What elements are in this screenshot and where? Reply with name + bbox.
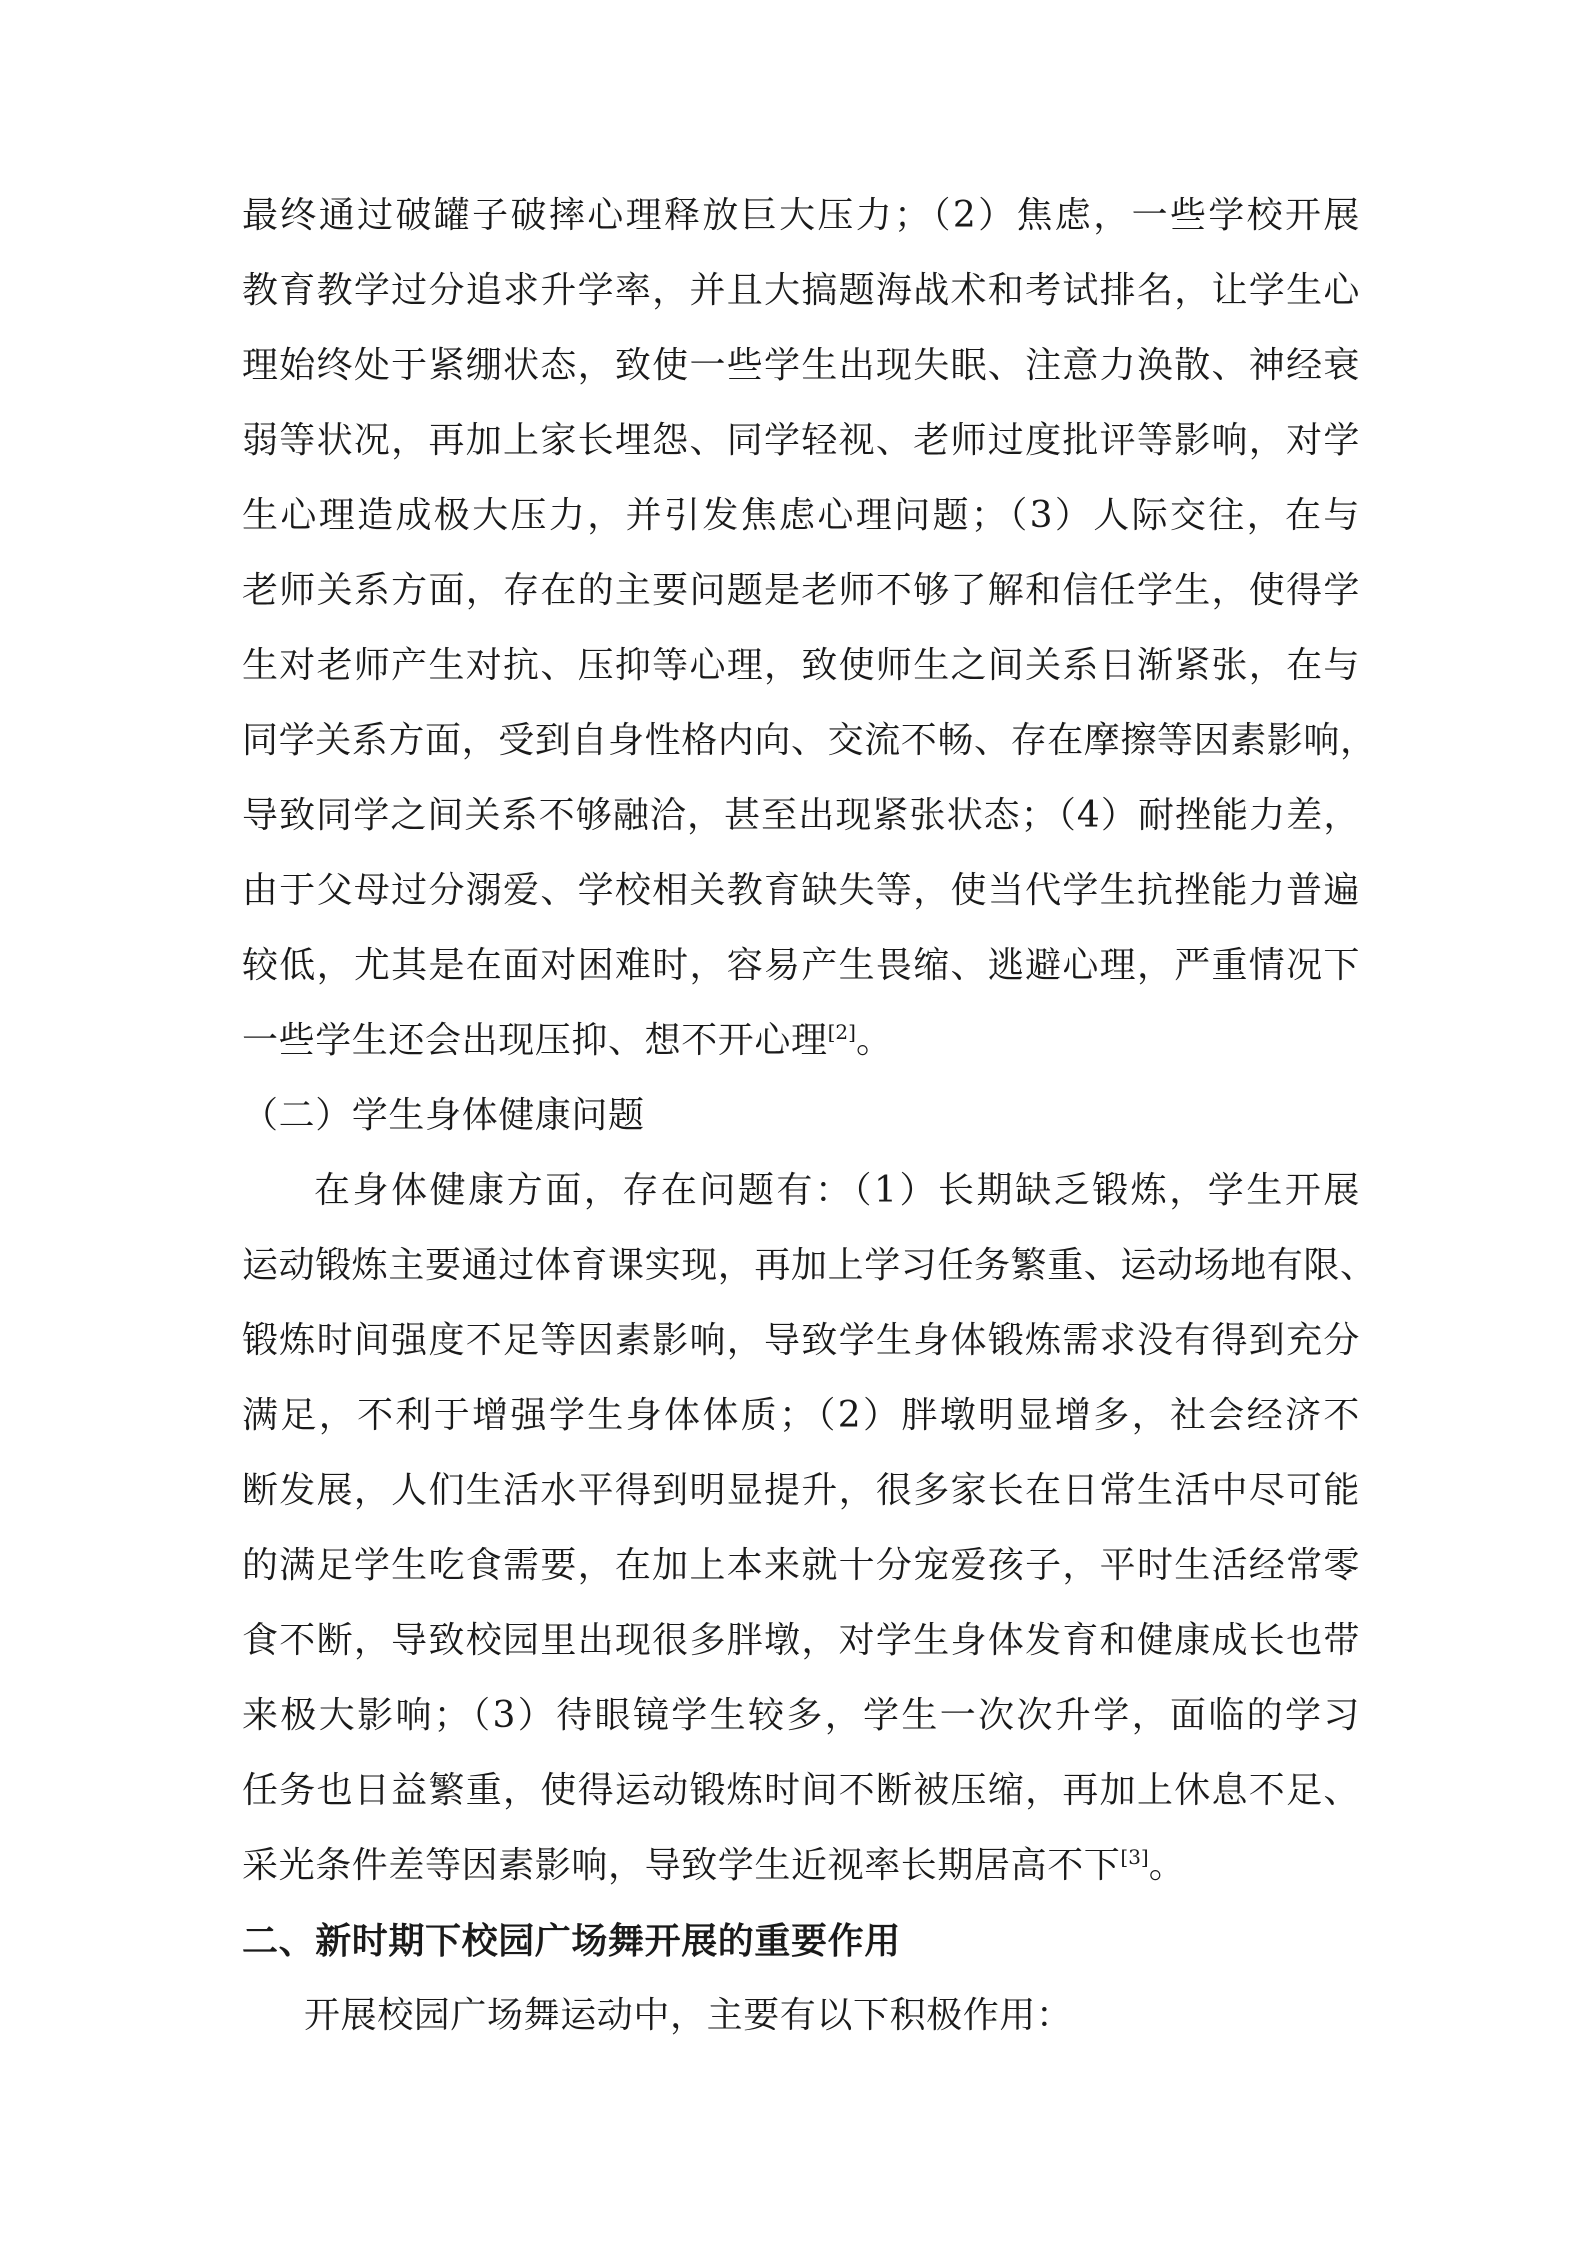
paragraph-2-line-2: 运动锻炼主要通过体育课实现，再加上学习任务繁重、运动场地有限、	[242, 1245, 1377, 1286]
paragraph-2-line-4: 满足，不利于增强学生身体体质；（2）胖墩明显增多，社会经济不	[242, 1395, 1360, 1436]
paragraph-3: 开展校园广场舞运动中，主要有以下积极作用：	[304, 1995, 1073, 2036]
citation-3: [3]	[1120, 1845, 1149, 1869]
paragraph-2-end-mark: 。	[1148, 1845, 1186, 1886]
paragraph-1-line-8: 同学关系方面，受到自身性格内向、交流不畅、存在摩擦等因素影响，	[242, 720, 1377, 761]
paragraph-1-line-1: 最终通过破罐子破摔心理释放巨大压力；（2）焦虑，一些学校开展	[242, 195, 1360, 236]
paragraph-2-line-3: 锻炼时间强度不足等因素影响，导致学生身体锻炼需求没有得到充分	[242, 1320, 1360, 1361]
paragraph-1-line-9: 导致同学之间关系不够融洽，甚至出现紧张状态；（4）耐挫能力差，	[242, 795, 1360, 836]
paragraph-1-line-4: 弱等状况，再加上家长埋怨、同学轻视、老师过度批评等影响，对学	[242, 420, 1360, 461]
paragraph-1-line-3: 理始终处于紧绷状态，致使一些学生出现失眠、注意力涣散、神经衰	[242, 345, 1360, 386]
paragraph-1-line-2: 教育教学过分追求升学率，并且大搞题海战术和考试排名，让学生心	[242, 270, 1360, 311]
paragraph-2-last-text: 采光条件差等因素影响，导致学生近视率长期居高不下	[242, 1845, 1121, 1886]
paragraph-2-line-6: 的满足学生吃食需要，在加上本来就十分宠爱孩子，平时生活经常零	[242, 1545, 1360, 1586]
paragraph-2-line-8: 来极大影响；（3）待眼镜学生较多，学生一次次升学，面临的学习	[242, 1695, 1360, 1736]
paragraph-1-last-text: 一些学生还会出现压抑、想不开心理	[242, 1020, 828, 1061]
paragraph-2-line-7: 食不断，导致校园里出现很多胖墩，对学生身体发育和健康成长也带	[242, 1620, 1360, 1661]
paragraph-1-line-5: 生心理造成极大压力，并引发焦虑心理问题；（3）人际交往，在与	[242, 495, 1360, 536]
paragraph-2-line-9: 任务也日益繁重，使得运动锻炼时间不断被压缩，再加上休息不足、	[242, 1770, 1360, 1811]
paragraph-1-line-10: 由于父母过分溺爱、学校相关教育缺失等，使当代学生抗挫能力普遍	[242, 870, 1360, 911]
paragraph-2-line-5: 断发展，人们生活水平得到明显提升，很多家长在日常生活中尽可能	[242, 1470, 1360, 1511]
paragraph-1-line-6: 老师关系方面，存在的主要问题是老师不够了解和信任学生，使得学	[242, 570, 1360, 611]
paragraph-2-last-line	[242, 1840, 1360, 1892]
subsection-heading: （二）学生身体健康问题	[242, 1095, 645, 1136]
paragraph-1-line-11: 较低，尤其是在面对困难时，容易产生畏缩、逃避心理，严重情况下	[242, 945, 1360, 986]
paragraph-2-line-1: 在身体健康方面，存在问题有：（1）长期缺乏锻炼，学生开展	[314, 1170, 1360, 1211]
paragraph-1-line-7: 生对老师产生对抗、压抑等心理，致使师生之间关系日渐紧张，在与	[242, 645, 1360, 686]
paragraph-1-end-mark: 。	[855, 1020, 893, 1061]
citation-2: [2]	[827, 1020, 856, 1044]
section-heading: 二、新时期下校园广场舞开展的重要作用	[242, 1920, 901, 1962]
paragraph-1-last-line	[242, 1015, 1360, 1067]
